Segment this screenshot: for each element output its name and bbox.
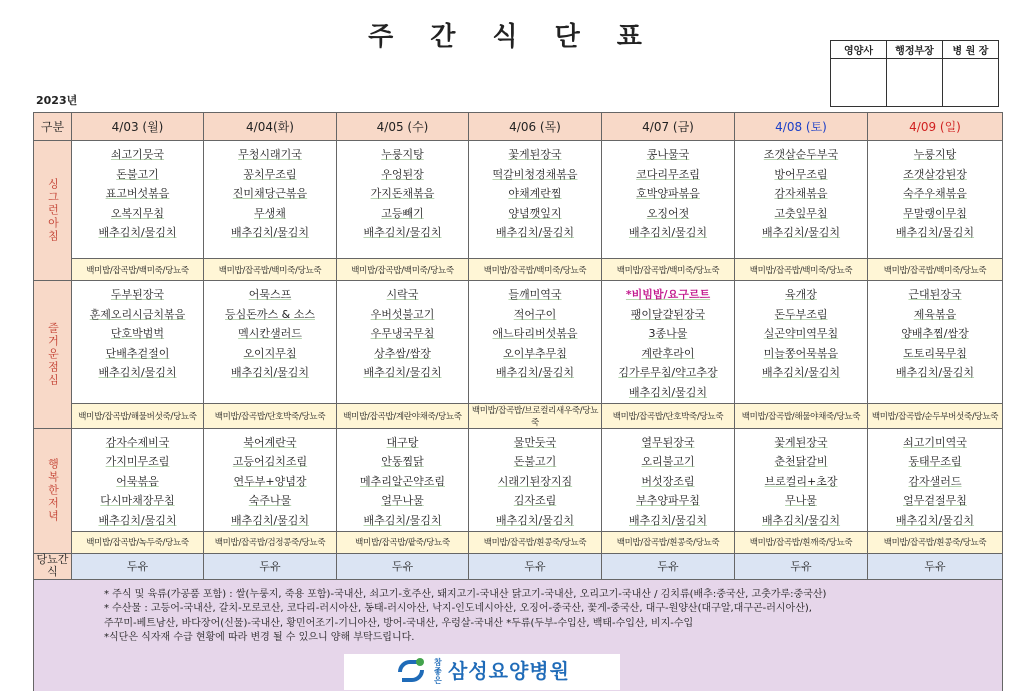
menu-item: 방어무조림	[774, 167, 828, 181]
menu-item: *비빔밥/요구르트	[625, 288, 711, 301]
rice-options: 백미밥/잡곡밥/순두부버섯죽/당뇨죽	[868, 403, 1003, 428]
snack-cell: 두유	[72, 553, 204, 579]
menu-item: 무생채	[254, 206, 286, 220]
snack-cell: 두유	[868, 553, 1003, 579]
menu-item: 꽃게된장국	[774, 435, 828, 449]
menu-item: 열무된장국	[641, 435, 695, 449]
menu-item: 감자샐러드	[908, 474, 962, 488]
menu-item: 숙주나물	[248, 494, 292, 508]
menu-item: 단배추겉절이	[105, 346, 170, 360]
menu-item: 조갯살순두부국	[763, 148, 839, 161]
menu-item: 배추김치/물김치	[628, 226, 708, 240]
menu-item: 돈두부조림	[774, 307, 828, 321]
menu-item: 우엉된장	[381, 167, 424, 181]
menu-item: 오이지무침	[243, 346, 297, 360]
menu-item: 누룽지탕	[913, 148, 957, 161]
menu-cell	[204, 141, 337, 259]
breakfast-rice-row	[34, 259, 1003, 281]
menu-item: 다시마채장무침	[100, 494, 175, 508]
origin-notes	[34, 579, 1003, 691]
menu-item: 배추김치/물김치	[230, 226, 310, 240]
rice-options: 백미밥/잡곡밥/흰깨죽/당뇨죽	[735, 531, 868, 553]
snack-cell: 두유	[469, 553, 602, 579]
menu-item: 우버섯불고기	[370, 307, 435, 321]
menu-item: 조갯살강된장	[903, 167, 967, 181]
menu-item: 안동찜닭	[381, 455, 424, 469]
dinner-row	[34, 428, 1003, 531]
gubun-header: 구분	[34, 113, 72, 141]
day-header-row	[34, 113, 1003, 141]
rice-options: 백미밥/잡곡밥/녹두죽/당뇨죽	[72, 531, 204, 553]
menu-item: 감자채볶음	[774, 187, 828, 201]
menu-item: 배추김치/물김치	[363, 366, 442, 380]
rice-options: 백미밥/잡곡밥/브로컬리새우죽/당뇨죽	[469, 403, 602, 428]
menu-cell	[72, 428, 204, 531]
breakfast-row	[34, 141, 1003, 259]
menu-item: 쇠고기미역국	[903, 435, 967, 449]
menu-item: 육개장	[785, 288, 817, 301]
menu-item: 표고버섯볶음	[105, 187, 170, 201]
menu-cell	[337, 428, 469, 531]
breakfast-label: 싱그런아침	[46, 178, 60, 243]
approval-box	[830, 40, 999, 107]
rice-options: 백미밥/잡곡밥/백미죽/당뇨죽	[204, 259, 337, 281]
menu-cell	[337, 281, 469, 404]
menu-cell	[868, 281, 1003, 404]
menu-item: 물만둣국	[513, 435, 557, 449]
menu-item: 꽁치무조림	[243, 167, 297, 181]
snack-cell: 두유	[337, 553, 469, 579]
rice-options: 백미밥/잡곡밥/백미죽/당뇨죽	[72, 259, 204, 281]
menu-item: 감자수제비국	[105, 435, 170, 449]
menu-item: 우무냉국무침	[370, 327, 435, 341]
menu-item: 무나물	[785, 494, 817, 508]
menu-item: 배추김치/물김치	[628, 513, 708, 527]
menu-item: 근대된장국	[908, 288, 962, 301]
menu-item: 버섯장조림	[641, 474, 695, 488]
lunch-rice-row	[34, 403, 1003, 428]
menu-item: 돈불고기	[116, 167, 159, 181]
rice-options: 백미밥/잡곡밥/흰콩죽/당뇨죽	[469, 531, 602, 553]
approval-dietitian: 영양사	[831, 41, 887, 59]
logo-tagline: 참좋은	[434, 658, 442, 686]
menu-item: 오징어젓	[646, 206, 690, 220]
menu-item: 들깨미역국	[508, 288, 562, 301]
menu-item: 배추김치/물김치	[761, 513, 841, 527]
menu-item: 오리불고기	[641, 455, 695, 469]
weekly-menu-table	[33, 112, 1003, 691]
menu-item: 호박양파볶음	[636, 187, 700, 201]
menu-cell	[602, 141, 735, 259]
menu-item: 배추김치/물김치	[230, 513, 310, 527]
menu-item: 적어구이	[513, 307, 557, 321]
approval-admin-director: 행정부장	[887, 41, 943, 59]
menu-item: 실곤약미역무침	[763, 327, 839, 341]
menu-item: 고등빼기	[381, 206, 424, 220]
rice-options: 백미밥/잡곡밥/백미죽/당뇨죽	[602, 259, 735, 281]
menu-item: 배추김치/물김치	[98, 513, 177, 527]
menu-item: 고춧잎무침	[774, 206, 828, 220]
snack-row	[34, 553, 1003, 579]
rice-options: 백미밥/잡곡밥/단호박죽/당뇨죽	[204, 403, 337, 428]
menu-item: 얼무나물	[381, 494, 424, 508]
menu-item: 도토리묵무침	[903, 346, 967, 360]
menu-cell	[735, 428, 868, 531]
dinner-label: 행복한저녁	[46, 458, 60, 524]
menu-cell	[469, 428, 602, 531]
menu-item: 훈제오리시금치볶음	[89, 307, 186, 321]
menu-item: 돈불고기	[513, 455, 557, 469]
menu-item: 어묵볶음	[116, 474, 159, 488]
menu-item: 배추김치/물김치	[230, 366, 310, 380]
menu-cell	[735, 281, 868, 404]
rice-options: 백미밥/잡곡밥/흰콩죽/당뇨죽	[868, 531, 1003, 553]
menu-item: 양배추찜/쌈장	[901, 327, 969, 341]
menu-cell	[204, 428, 337, 531]
menu-item: 누룽지탕	[381, 148, 424, 161]
menu-item: 계란후라이	[641, 346, 695, 360]
menu-item: 3종나물	[648, 327, 688, 341]
day-header-saturday: 4/08 (토)	[735, 113, 868, 141]
menu-item: 무청시래기국	[238, 148, 302, 161]
page-title: 주 간 식 단 표	[368, 22, 656, 52]
snack-label: 당뇨간식	[34, 553, 72, 579]
year-label: 2023년	[36, 94, 78, 107]
menu-item: 배추김치/물김치	[895, 226, 975, 240]
menu-cell	[602, 428, 735, 531]
menu-item: 팽이달걀된장국	[630, 307, 706, 321]
menu-item: 코다리무조림	[636, 167, 700, 181]
rice-options: 백미밥/잡곡밥/백미죽/당뇨죽	[735, 259, 868, 281]
approval-stamp-area	[831, 59, 887, 107]
rice-options: 백미밥/잡곡밥/백미죽/당뇨죽	[337, 259, 469, 281]
menu-item: 고등어김치조림	[232, 455, 308, 469]
menu-item: 애느타리버섯볶음	[492, 327, 578, 341]
menu-item: 등심돈까스 & 소스	[225, 307, 315, 321]
menu-item: 배추김치/물김치	[761, 226, 841, 240]
menu-cell	[868, 428, 1003, 531]
menu-item: 춘천닭갈비	[774, 455, 828, 469]
dinner-rice-row	[34, 531, 1003, 553]
menu-cell	[735, 141, 868, 259]
menu-item: 대구탕	[386, 435, 419, 449]
menu-item: 콩나물국	[646, 148, 690, 161]
menu-item: 제육볶음	[913, 307, 957, 321]
day-header: 4/06 (목)	[469, 113, 602, 141]
menu-item: 브로컬리+초장	[764, 474, 838, 488]
note-line: * 수산물 : 고등어-국내산, 갈치-모로코산, 코다리-러시아산, 동태-러시아산, 낙지-인도네시아산, 오징어-중국산, 꽃게-중국산, 대구-원양산(대구알,대구곤-러시아산),	[104, 603, 812, 615]
menu-item: 연두부+양념장	[233, 474, 307, 488]
menu-item: 양념깻잎지	[508, 206, 562, 220]
snack-cell: 두유	[735, 553, 868, 579]
approval-stamp-area	[887, 59, 943, 107]
menu-cell	[469, 281, 602, 404]
menu-item: 가지미무조림	[105, 455, 170, 469]
menu-item: 떡갈비청경채볶음	[492, 167, 578, 181]
menu-cell	[72, 141, 204, 259]
logo-s-icon	[394, 658, 428, 686]
menu-item: 시래기된장지짐	[497, 474, 573, 488]
menu-item: 얼무겉절무침	[903, 494, 967, 508]
menu-item: 쇠고기뭇국	[110, 148, 165, 161]
menu-item: 오복지무침	[110, 206, 165, 220]
day-header: 4/05 (수)	[337, 113, 469, 141]
menu-item: 메추리알곤약조림	[359, 474, 445, 488]
day-header-sunday: 4/09 (일)	[868, 113, 1003, 141]
menu-item: 무말랭이무침	[903, 206, 967, 220]
menu-item: 김가루무침/약고추장	[618, 366, 718, 380]
menu-item: 시락국	[386, 288, 419, 301]
menu-cell	[204, 281, 337, 404]
menu-item: 배추김치/물김치	[363, 226, 442, 240]
rice-options: 백미밥/잡곡밥/흰콩죽/당뇨죽	[602, 531, 735, 553]
menu-cell	[337, 141, 469, 259]
day-header: 4/07 (금)	[602, 113, 735, 141]
menu-item: 단호박범벅	[110, 327, 165, 341]
rice-options: 백미밥/잡곡밥/팥죽/당뇨죽	[337, 531, 469, 553]
menu-item: 미늘쫑어묵볶음	[763, 346, 839, 360]
menu-item: 상추쌈/쌈장	[374, 346, 431, 360]
menu-item: 배추김치/물김치	[363, 513, 442, 527]
menu-item: 야채계란찜	[508, 187, 562, 201]
menu-item: 진미채당근볶음	[232, 187, 308, 201]
rice-options: 백미밥/잡곡밥/계란야채죽/당뇨죽	[337, 403, 469, 428]
logo-hospital-name: 삼성요양병원	[448, 659, 570, 684]
menu-item: 북어계란국	[243, 435, 297, 449]
snack-cell: 두유	[602, 553, 735, 579]
menu-item: 배추김치/물김치	[895, 366, 975, 380]
menu-item: 배추김치/물김치	[495, 226, 575, 240]
menu-item: 오이부추무침	[503, 346, 567, 360]
menu-cell	[469, 141, 602, 259]
menu-item: 배추김치/물김치	[761, 366, 841, 380]
menu-cell	[602, 281, 735, 404]
note-line: * 주식 및 육류(가공품 포함) : 쌀(누룽지, 죽용 포함)-국내산, 쇠고기-호주산, 돼지고기-국내산 닭고기-국내산, 오리고기-국내산 / 김치류(배추:중국산, 고춧가루:중국산)	[104, 588, 827, 600]
rice-options: 백미밥/잡곡밥/검정콩죽/당뇨죽	[204, 531, 337, 553]
menu-cell	[72, 281, 204, 404]
menu-cell	[868, 141, 1003, 259]
rice-options: 백미밥/잡곡밥/백미죽/당뇨죽	[868, 259, 1003, 281]
menu-item: 김자조림	[513, 494, 557, 508]
menu-item: 꽃게된장국	[508, 148, 562, 161]
menu-item: 멕시칸샐러드	[238, 327, 302, 341]
menu-item: 배추김치/물김치	[628, 385, 708, 399]
menu-item: 배추김치/물김치	[495, 366, 575, 380]
hospital-logo	[344, 654, 620, 690]
snack-cell: 두유	[204, 553, 337, 579]
day-header: 4/03 (월)	[72, 113, 204, 141]
rice-options: 백미밥/잡곡밥/단호박죽/당뇨죽	[602, 403, 735, 428]
lunch-row	[34, 281, 1003, 404]
lunch-label: 즐거운점심	[46, 321, 60, 387]
note-line: 주꾸미-베트남산, 바다장어(신물)-국내산, 황민어조기-기니아산, 방어-국내산, 우렁살-국내산 *두류(두부-수입산, 백태-수입산, 비지-수입	[104, 617, 694, 629]
approval-hospital-director: 병 원 장	[943, 41, 999, 59]
notes-row	[34, 579, 1003, 691]
menu-item: 부추양파무침	[636, 494, 700, 508]
menu-item: 두부된장국	[110, 288, 165, 301]
note-line: *식단은 식자재 수급 현황에 따라 변경 될 수 있으니 양해 부탁드립니다.	[104, 632, 415, 644]
menu-item: 배추김치/물김치	[98, 366, 177, 380]
menu-item: 어묵스프	[248, 288, 292, 301]
rice-options: 백미밥/잡곡밥/백미죽/당뇨죽	[469, 259, 602, 281]
menu-item: 배추김치/물김치	[98, 226, 177, 240]
menu-item: 배추김치/물김치	[895, 513, 975, 527]
menu-item: 배추김치/물김치	[495, 513, 575, 527]
day-header: 4/04(화)	[204, 113, 337, 141]
approval-stamp-area	[943, 59, 999, 107]
menu-item: 숙주우채볶음	[903, 187, 967, 201]
rice-options: 백미밥/잡곡밥/해물버섯죽/당뇨죽	[72, 403, 204, 428]
menu-item: 가지돈채볶음	[370, 187, 435, 201]
rice-options: 백미밥/잡곡밥/해물야채죽/당뇨죽	[735, 403, 868, 428]
menu-item: 동태무조림	[908, 455, 962, 469]
